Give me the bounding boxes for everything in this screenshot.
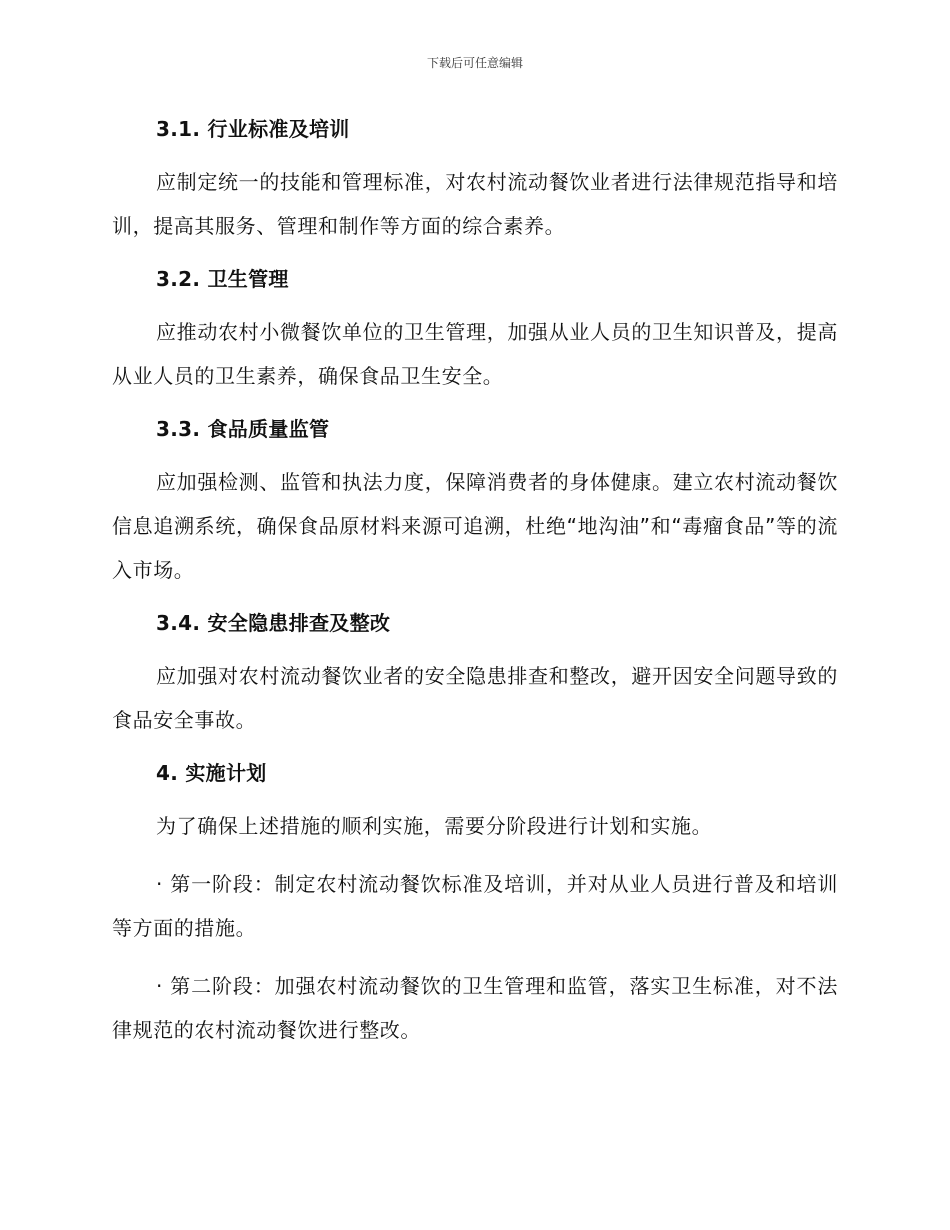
section-paragraph: 应制定统一的技能和管理标准，对农村流动餐饮业者进行法律规范指导和培训，提高其服务、管理和制作等方面的综合素养。 [112,170,838,238]
section-heading-4: 4. 实施计划 [156,761,267,785]
phase-bullet-1: · 第一阶段：制定农村流动餐饮标准及培训，并对从业人员进行普及和培训等方面的措施。 [112,872,838,940]
section-paragraph: 应推动农村小微餐饮单位的卫生管理，加强从业人员的卫生知识普及，提高从业人员的卫生素养，确保食品卫生安全。 [112,320,838,388]
section-heading-3-2: 3.2. 卫生管理 [156,267,289,291]
header-watermark: 下载后可任意编辑 [426,56,523,70]
section-heading-3-1: 3.1. 行业标准及培训 [156,117,350,141]
document-body [112,112,838,1066]
section-paragraph: 应加强检测、监管和执法力度，保障消费者的身体健康。建立农村流动餐饮信息追溯系统，确保食品原材料来源可追溯，杜绝“地沟油”和“毒瘤食品”等的流入市场。 [112,470,838,582]
section-heading-3-4: 3.4. 安全隐患排查及整改 [156,611,391,635]
phase-bullet-2: · 第二阶段：加强农村流动餐饮的卫生管理和监管，落实卫生标准，对不法律规范的农村流动餐饮进行整改。 [112,974,838,1042]
section-heading-3-3: 3.3. 食品质量监管 [156,417,330,441]
section-paragraph: 应加强对农村流动餐饮业者的安全隐患排查和整改，避开因安全问题导致的食品安全事故。 [112,664,838,732]
section-paragraph: 为了确保上述措施的顺利实施，需要分阶段进行计划和实施。 [156,814,713,838]
